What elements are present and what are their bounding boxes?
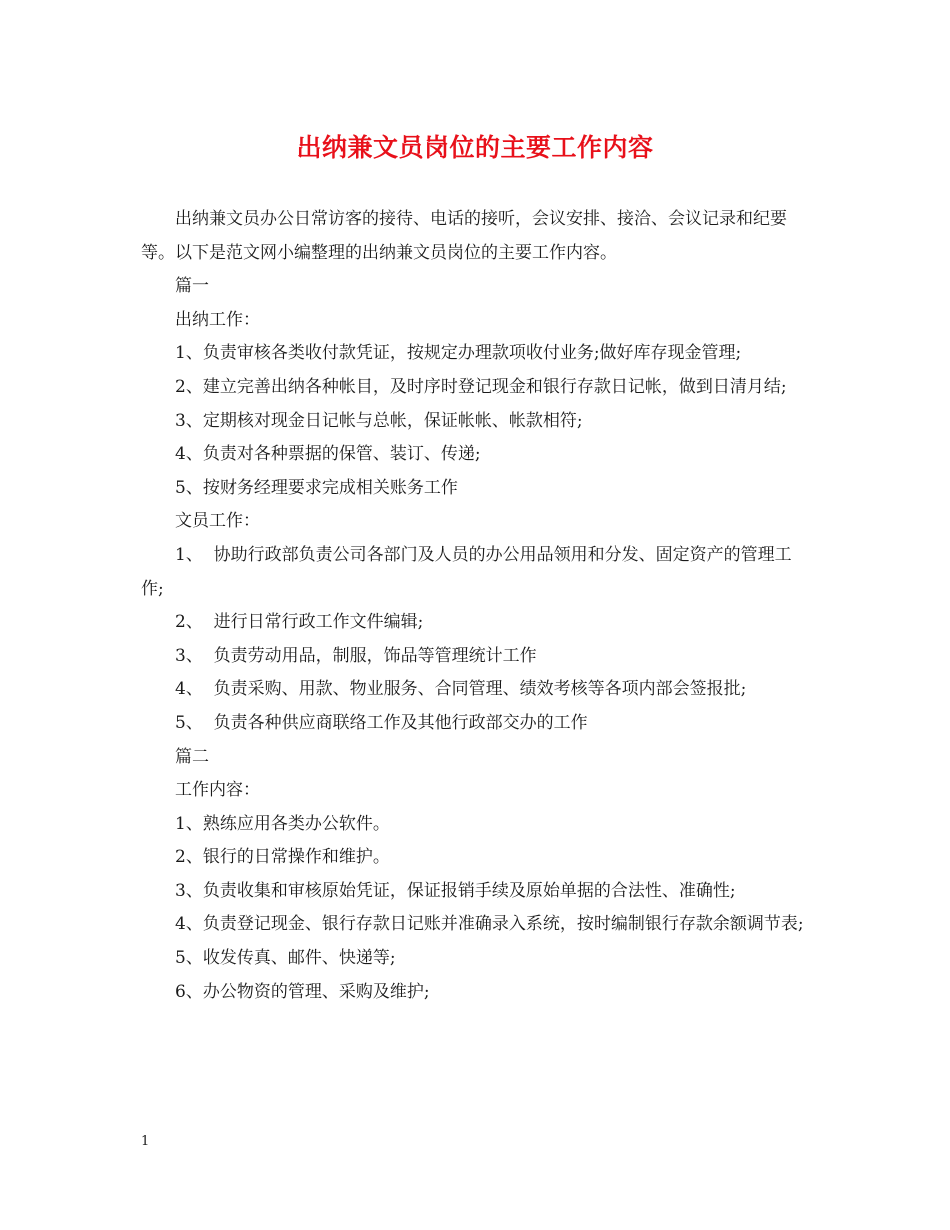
work-item: 3、负责收集和审核原始凭证，保证报销手续及原始单据的合法性、准确性; xyxy=(175,880,736,901)
clerk-item: 1、 协助行政部负责公司各部门及人员的办公用品领用和分发、固定资产的管理工作; xyxy=(141,544,792,599)
work-item: 5、收发传真、邮件、快递等; xyxy=(175,948,396,969)
clerk-item: 4、 负责采购、用款、物业服务、合同管理、绩效考核等各项内部会签报批; xyxy=(175,679,747,700)
clerk-item: 2、 进行日常行政工作文件编辑; xyxy=(175,612,424,633)
work-item: 1、熟练应用各类办公软件。 xyxy=(175,813,390,834)
work-item: 6、办公物资的管理、采购及维护; xyxy=(175,981,430,1002)
work-item: 2、银行的日常操作和维护。 xyxy=(175,847,390,868)
cashier-item: 5、按财务经理要求完成相关账务工作 xyxy=(175,477,458,498)
work-item: 4、负责登记现金、银行存款日记账并准确录入系统，按时编制银行存款余额调节表; xyxy=(175,914,804,935)
cashier-item: 1、负责审核各类收付款凭证，按规定办理款项收付业务;做好库存现金管理; xyxy=(175,343,742,364)
part1-heading: 篇一 xyxy=(175,276,209,297)
work-heading: 工作内容： xyxy=(175,780,260,801)
document-body xyxy=(141,203,813,1009)
cashier-item: 3、定期核对现金日记帐与总帐，保证帐帐、帐款相符; xyxy=(175,410,583,431)
cashier-item: 4、负责对各种票据的保管、装订、传递; xyxy=(175,444,481,465)
intro-paragraph: 出纳兼文员办公日常访客的接待、电话的接听，会议安排、接洽、会议记录和纪要等。以下是范文网小编整理的出纳兼文员岗位的主要工作内容。 xyxy=(141,209,787,263)
clerk-heading: 文员工作： xyxy=(175,511,260,532)
part2-heading: 篇二 xyxy=(175,746,209,767)
clerk-item: 5、 负责各种供应商联络工作及其他行政部交办的工作 xyxy=(175,712,588,733)
document-title: 出纳兼文员岗位的主要工作内容 xyxy=(296,133,654,162)
clerk-item: 3、 负责劳动用品，制服，饰品等管理统计工作 xyxy=(175,645,537,666)
cashier-heading: 出纳工作： xyxy=(175,309,260,330)
cashier-item: 2、建立完善出纳各种帐目，及时序时登记现金和银行存款日记帐，做到日清月结; xyxy=(175,376,787,397)
page-number: 1 xyxy=(141,1134,150,1149)
